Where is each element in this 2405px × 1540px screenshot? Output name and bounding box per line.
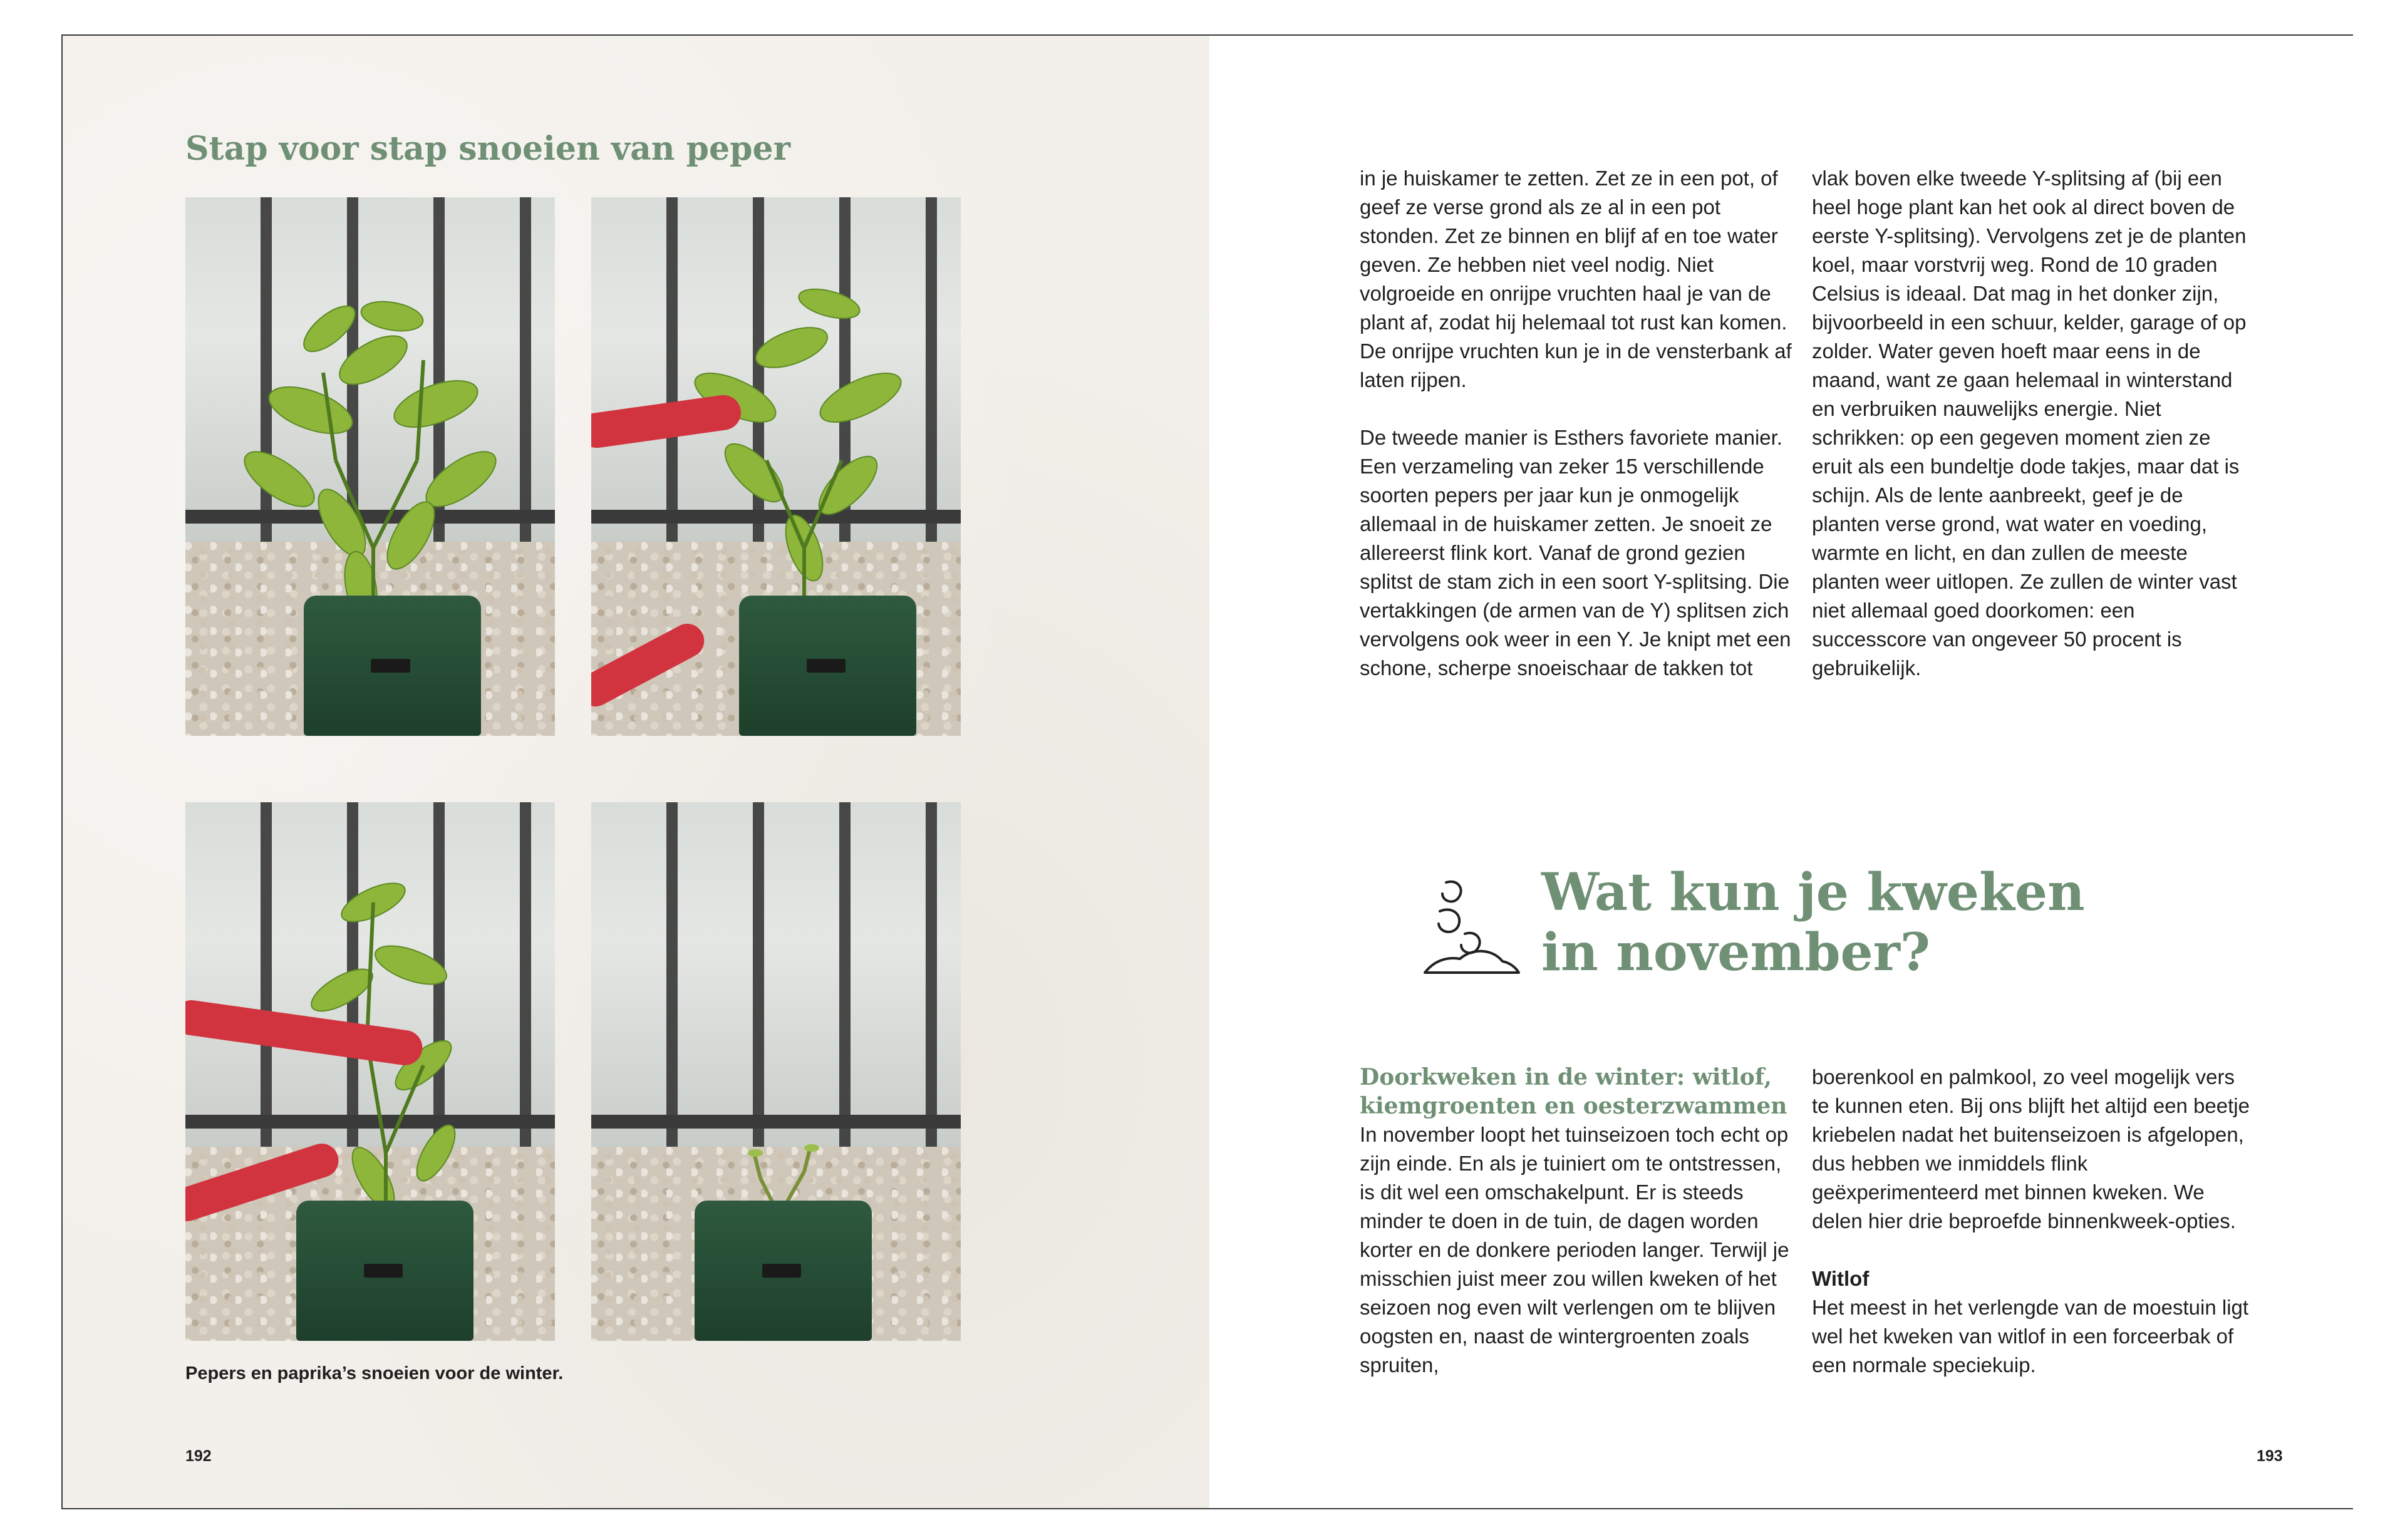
- photo-caption: Pepers en paprika’s snoeien voor de winter.: [185, 1363, 564, 1383]
- page-number-right: 193: [2257, 1447, 2283, 1465]
- photo-step-4: [591, 802, 961, 1341]
- text-column-2-bottom: [1812, 1063, 2250, 1380]
- right-page: [1209, 36, 2353, 1508]
- photo-step-3: [185, 802, 555, 1341]
- section-heading-line-1: Wat kun je kweken: [1541, 862, 2085, 922]
- page-number-left: 192: [185, 1447, 212, 1465]
- paragraph: In november loopt het tuinseizoen toch echt op zijn einde. En als je tuiniert om te ontstressen, is dit wel een omschakelpunt. Er is steeds minder te doen in de tuin, de dagen worden korter en de donkere perioden langer. Terwijl je misschien juist meer zou willen kweken of het seizoen nog even wilt verlengen om te blijven oogsten en, naast de wintergroenten zoals spruiten,: [1360, 1123, 1789, 1377]
- text-column-1-top: [1360, 164, 1798, 683]
- text-column-1-bottom: [1360, 1063, 1798, 1380]
- paragraph: De tweede manier is Esthers favoriete manier. Een verzameling van zeker 15 verschillende soorten pepers per jaar kun je onmogelijk allemaal in de huiskamer zetten. Je snoeit ze allereerst flink kort. Vanaf de grond gezien splitst de stam zich in een soort Y-splitsing. Die vertakkingen (de armen van de Y) splitsen zich vervolgens ook weer in een Y. Je knipt met een schone, scherpe snoeischaar de takken tot: [1360, 426, 1791, 680]
- paragraph: vlak boven elke tweede Y-splitsing af (bij een heel hoge plant kan het ook al direct boven de eerste Y-splitsing). Vervolgens zet je de planten koel, maar vorstvrij weg. Rond de 10 graden Celsius is ideaal. Dat mag in het donker zijn, bijvoorbeeld in een schuur, kelder, garage of op zolder. Water geven hoeft maar eens in de maand, want ze gaan helemaal in winterstand en verbruiken nauwelijks energie. Niet schrikken: op een gegeven moment zien ze eruit als een bundeltje dode takjes, maar dat is schijn. Als de lente aanbreekt, geef je de planten verse grond, wat water en voeding, warmte en licht, en dan zullen de meeste planten weer uitlopen. Ze zullen de winter vast niet allemaal goed doorkomen: een successcore van ongeveer 50 procent is gebruikelijk.: [1812, 167, 2247, 680]
- photo-step-2: [591, 197, 961, 736]
- paragraph: Het meest in het verlengde van de moestuin ligt wel het kweken van witlof in een forceerbak of een normale speciekuip.: [1812, 1296, 2249, 1377]
- section-heading-line-2: in november?: [1541, 922, 1930, 983]
- paragraph: boerenkool en palmkool, zo veel mogelijk vers te kunnen eten. Bij ons blijft het altijd een beetje kriebelen nadat het buitenseizoen is afgelopen, dus hebben we inmiddels flink geëxperimenteerd met binnen kweken. We delen hier drie beproefde binnenkweek-opties.: [1812, 1065, 2250, 1233]
- section-heading: [1541, 862, 2085, 983]
- seeds-icon: [1421, 874, 1521, 980]
- sub-heading: Doorkweken in de winter: witlof, kiemgroenten en oesterzwammen: [1360, 1064, 1787, 1119]
- photo-step-1: [185, 197, 555, 736]
- paragraph: in je huiskamer te zetten. Zet ze in een pot, of geef ze verse grond als ze al in een pot stonden. Zet ze binnen en blijf af en toe water geven. Ze hebben niet veel nodig. Niet volgroeide en onrijpe vruchten haal je van de plant af, zodat hij helemaal tot rust kan komen. De onrijpe vruchten kun je in de vensterbank af laten rijpen.: [1360, 167, 1792, 391]
- left-page: [63, 36, 1209, 1508]
- text-column-2-top: [1812, 164, 2250, 683]
- sub-label-witlof: Witlof: [1812, 1267, 1870, 1290]
- section-title: Stap voor stap snoeien van peper: [185, 130, 790, 168]
- book-spread: [61, 34, 2353, 1509]
